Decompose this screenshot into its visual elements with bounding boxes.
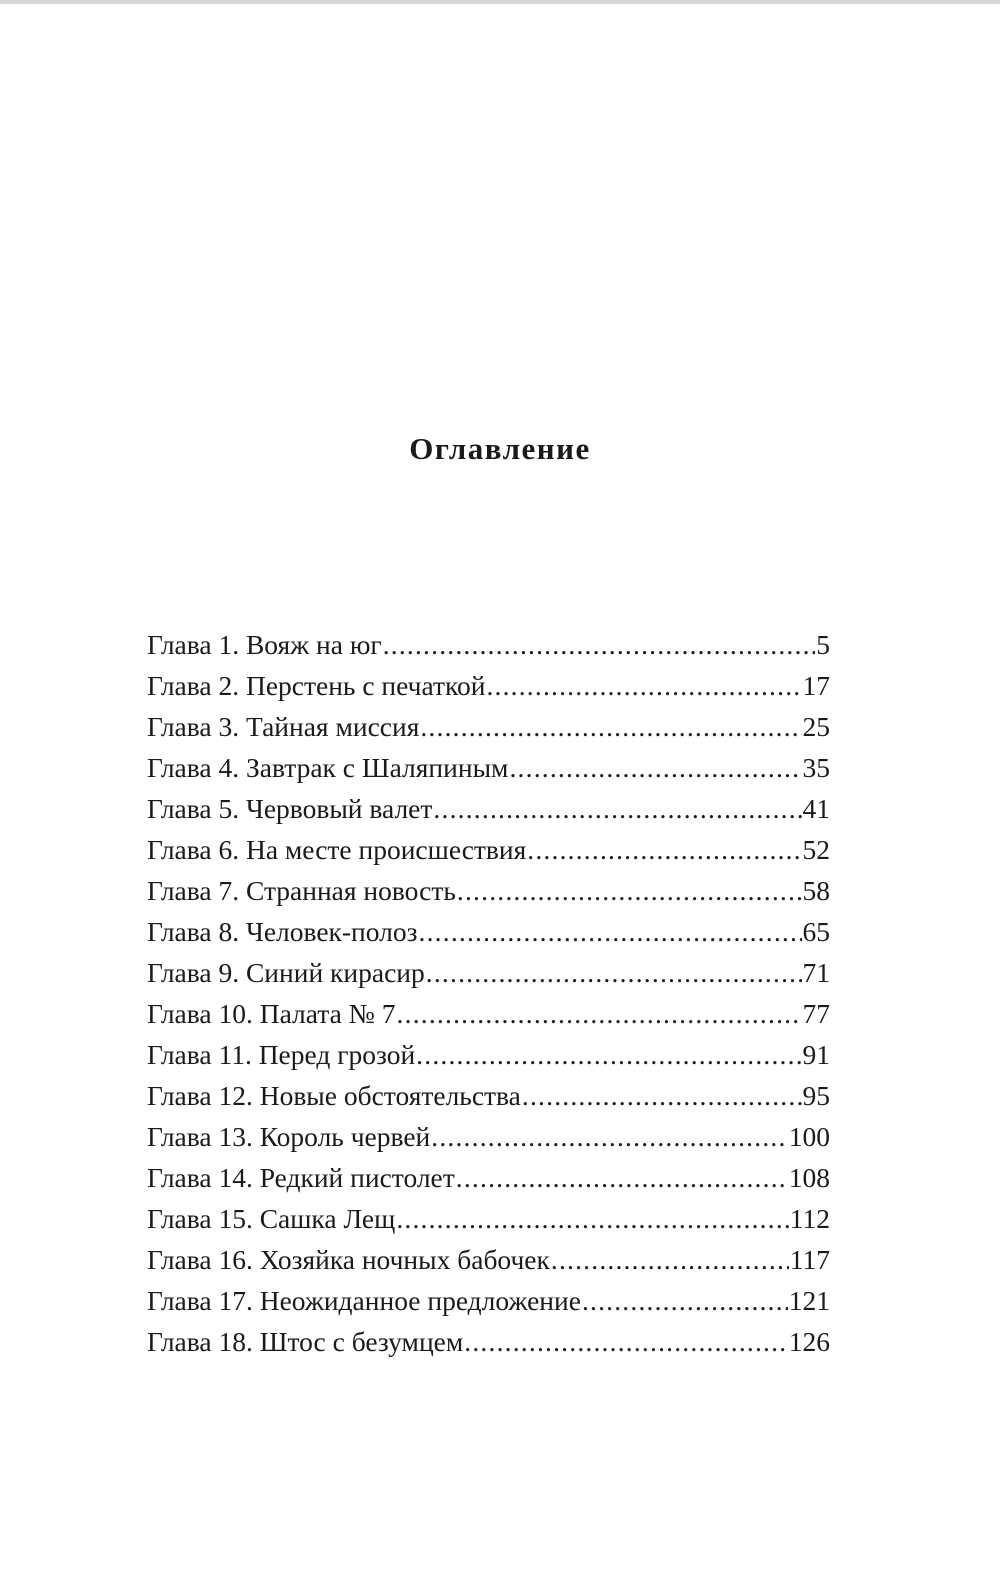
toc-entry-page: 25 [802,711,830,742]
toc-entry-label: Глава 3. Тайная миссия [147,711,420,742]
toc-entry[interactable] [147,1116,830,1157]
toc-entry-page: 117 [789,1244,830,1275]
toc-entry[interactable] [147,624,830,665]
toc-entry-label: Глава 5. Червовый валет [147,793,433,824]
toc-entry-label: Глава 8. Человек-полоз [147,916,418,947]
toc-entry-label: Глава 12. Новые обстоятельства [147,1080,521,1111]
toc-entry[interactable] [147,952,830,993]
toc-entry-label: Глава 2. Перстень с печаткой [147,670,486,701]
toc-entry-page: 108 [788,1162,830,1193]
toc-entry-page: 100 [788,1121,830,1152]
dot-leader [456,1157,788,1198]
toc-entry-label: Глава 10. Палата № 7 [147,998,396,1029]
toc-entry-page: 35 [802,752,830,783]
toc-entry-label: Глава 1. Вояж на юг [147,629,382,660]
dot-leader [419,911,802,952]
toc-entry-page: 77 [802,998,830,1029]
toc-entry-page: 126 [788,1326,830,1357]
toc-entry-page: 58 [802,875,830,906]
dot-leader [527,829,801,870]
toc-entry-label: Глава 13. Король червей [147,1121,431,1152]
dot-leader [582,1280,788,1321]
toc-entry[interactable] [147,993,830,1034]
toc-entry[interactable] [147,870,830,911]
toc-entry-label: Глава 6. На месте происшествия [147,834,527,865]
toc-entry[interactable] [147,1239,830,1280]
dot-leader [426,952,802,993]
toc-entry[interactable] [147,706,830,747]
table-of-contents [147,624,830,1362]
toc-entry-label: Глава 4. Завтрак с Шаляпиным [147,752,509,783]
dot-leader [433,788,801,829]
dot-leader [457,870,802,911]
toc-entry[interactable] [147,747,830,788]
dot-leader [431,1116,788,1157]
toc-entry[interactable] [147,1075,830,1116]
dot-leader [383,624,816,665]
toc-entry-page: 112 [789,1203,830,1234]
toc-entry-label: Глава 16. Хозяйка ночных бабочек [147,1244,550,1275]
toc-entry-label: Глава 17. Неожиданное предложение [147,1285,581,1316]
dot-leader [420,706,801,747]
toc-entry-page: 5 [816,629,830,660]
toc-entry[interactable] [147,1198,830,1239]
toc-entry-page: 17 [802,670,830,701]
dot-leader [509,747,801,788]
toc-entry-page: 65 [802,916,830,947]
dot-leader [397,993,802,1034]
page-title: Оглавление [409,430,591,466]
toc-entry-label: Глава 14. Редкий пистолет [147,1162,455,1193]
dot-leader [396,1198,788,1239]
toc-entry-page: 71 [802,957,830,988]
toc-entry[interactable] [147,911,830,952]
toc-entry-page: 91 [802,1039,830,1070]
toc-entry-page: 41 [802,793,830,824]
toc-entry-label: Глава 11. Перед грозой [147,1039,416,1070]
toc-entry[interactable] [147,1321,830,1362]
toc-entry-page: 52 [802,834,830,865]
toc-entry-page: 121 [788,1285,830,1316]
dot-leader [416,1034,801,1075]
dot-leader [551,1239,789,1280]
toc-entry-page: 95 [802,1080,830,1111]
toc-entry-label: Глава 9. Синий кирасир [147,957,425,988]
top-divider [0,0,1000,4]
toc-entry[interactable] [147,665,830,706]
toc-entry[interactable] [147,1280,830,1321]
toc-entry[interactable] [147,829,830,870]
dot-leader [486,665,801,706]
dot-leader [464,1321,787,1362]
toc-entry-label: Глава 15. Сашка Лещ [147,1203,396,1234]
dot-leader [522,1075,802,1116]
toc-entry-label: Глава 7. Странная новость [147,875,456,906]
toc-entry[interactable] [147,788,830,829]
toc-entry[interactable] [147,1157,830,1198]
toc-entry[interactable] [147,1034,830,1075]
toc-entry-label: Глава 18. Штос с безумцем [147,1326,464,1357]
